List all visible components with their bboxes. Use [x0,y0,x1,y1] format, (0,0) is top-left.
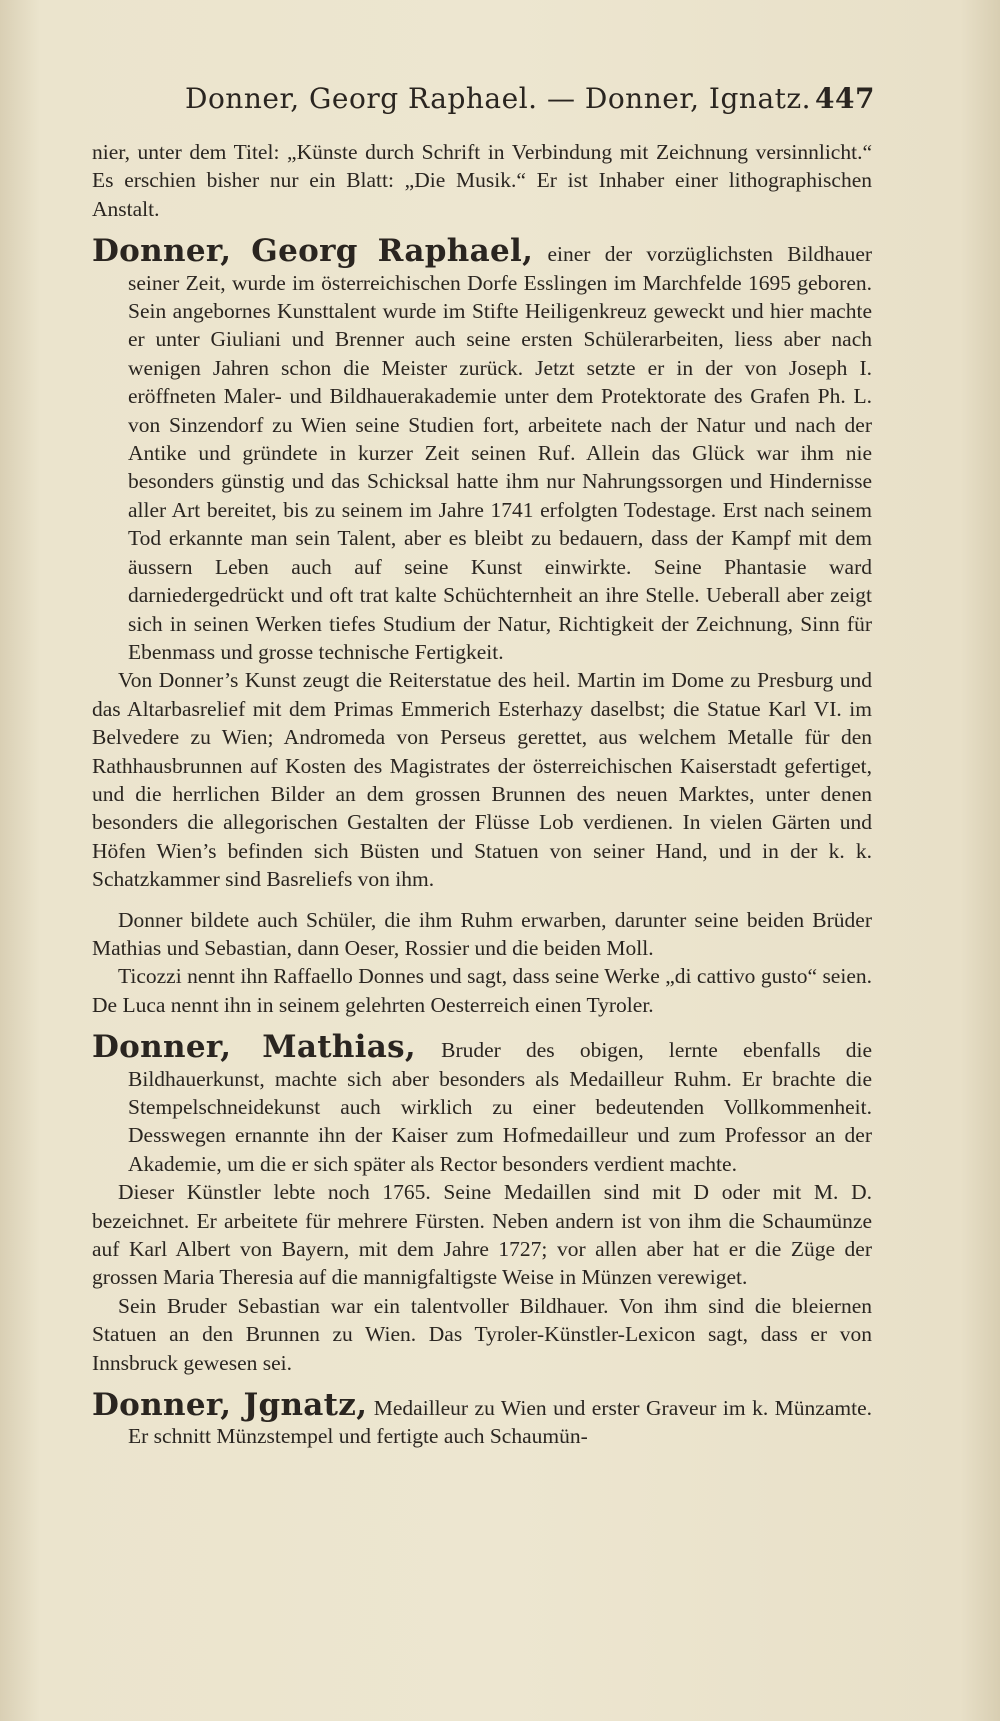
intro-paragraph: nier, unter dem Titel: „Künste durch Schrift in Verbindung mit Zeichnung versinnlicht.“ Es erschien bisher nur ein Blatt: „Die Musik.“ Er ist Inhaber einer lithographischen Anstalt. [92,140,872,221]
paragraph: Donner bildete auch Schüler, die ihm Ruhm erwarben, darunter seine beiden Brüder Mathias und Sebastian, dann Oeser, Rossier und die beiden Moll. [92,907,872,960]
running-header [185,82,875,115]
entry-text: Bruder des obigen, lernte ebenfalls die Bildhauerkunst, machte sich aber besonders als Medailleur Ruhm. Er brachte die Stempelschneidekunst auch wirklich zu einer bedeutenden Vollkommenheit. Desswegen ernannte ihn der Kaiser zum Hofmedailleur und zum Professor an der Akademie, um die er sich später als Rector besonders verdient machte. [128,1038,872,1176]
paragraph: Sein Bruder Sebastian war ein talentvoller Bildhauer. Von ihm sind die bleiernen Statuen an den Brunnen zu Wien. Das Tyroler-Künstler-Lexicon sagt, dass er von Innsbruck gewesen sei. [92,1293,872,1375]
paragraph: Dieser Künstler lebte noch 1765. Seine Medaillen sind mit D oder mit M. D. bezeichnet. Er arbeitete für mehrere Fürsten. Neben andern ist von ihm die Schaumünze auf Karl Albert von Bayern, mit dem Jahre 1727; vor allen aber hat er die Züge der grossen Maria Theresia auf die mannigfaltigste Weise in Münzen verewiget. [92,1180,872,1290]
entry-heading: Donner, Mathias, [92,1029,416,1066]
entry-text: Medailleur zu Wien und erster Graveur im k. Münzamte. Er schnitt Münzstempel und fertigte auch Schaumün- [128,1396,872,1449]
page-number: 447 [815,82,875,115]
header-right: Donner, Ignatz. [584,82,812,115]
entry-ignatz [92,1387,872,1451]
entry-heading: Donner, Georg Raphael, [92,233,534,270]
entry-heading: Donner, Jgnatz, [92,1387,368,1424]
entry-text: einer der vorzüglichsten Bildhauer seiner Zeit, wurde im österreichischen Dorfe Esslingen im Marchfelde 1695 geboren. Sein angebornes Kunsttalent wurde im Stifte Heiligenkreuz geweckt und hier machte er unter Giuliani und Brenner auch seine ersten Schülerarbeiten, liess aber nach wenigen Jahren schon die Meister zurück. Jetzt setzte er in der von Joseph I. eröffneten Maler- und Bildhauerakademie unter dem Protektorate des Grafen Ph. L. von Sinzendorf zu Wien seine Studien fort, arbeitete nach der Natur und nach der Antike und gründete in kurzer Zeit seinen Ruf. Allein das Glück war ihm nie besonders günstig und das Schicksal hatte ihm nur Nahrungssorgen und Hindernisse aller Art bereitet, bis zu seinem im Jahre 1741 erfolgten Todestage. Erst nach seinem Tod erkannte man sein Talent, aber es bleibt zu bedauern, dass der Kampf mit dem äussern Leben auch auf seine Kunst einwirkte. Seine Phantasie ward darniedergedrückt und oft trat kalte Schüchternheit an ihre Stelle. Ueberall aber zeigt sich in seinen Werken tiefes Studium der Natur, Richtigkeit der Zeichnung, Sinn für Ebenmass und grosse technische Fertigkeit. [128,242,873,664]
entry-georg-raphael [92,233,873,666]
page-body [92,138,872,1451]
entry-mathias [92,1029,872,1178]
header-left: Donner, Georg Raphael. [185,82,538,115]
paragraph: Von Donner’s Kunst zeugt die Reiterstatue des heil. Martin im Dome zu Presburg und das Altarbasrelief mit dem Primas Emmerich Esterhazy daselbst; die Statue Karl VI. im Belvedere zu Wien; Andromeda von Perseus gerettet, aus welchem Metalle für den Rathhausbrunnen auf Kosten des Magistrates der österreichischen Kaiserstadt gefertiget, und die herrlichen Bilder an dem grossen Brunnen des neuen Marktes, unter denen besonders die allegorischen Gestalten der Flüsse Lob verdienen. In vielen Gärten und Höfen Wien’s befinden sich Büsten und Statuen von seiner Hand, und in der k. k. Schatzkammer sind Basreliefs von ihm. [92,668,872,892]
header-dash: — [546,82,576,115]
paragraph: Ticozzi nennt ihn Raffaello Donnes und sagt, dass seine Werke „di cattivo gusto“ seien. De Luca nennt ihn in seinem gelehrten Oesterreich einen Tyroler. [92,964,872,1017]
